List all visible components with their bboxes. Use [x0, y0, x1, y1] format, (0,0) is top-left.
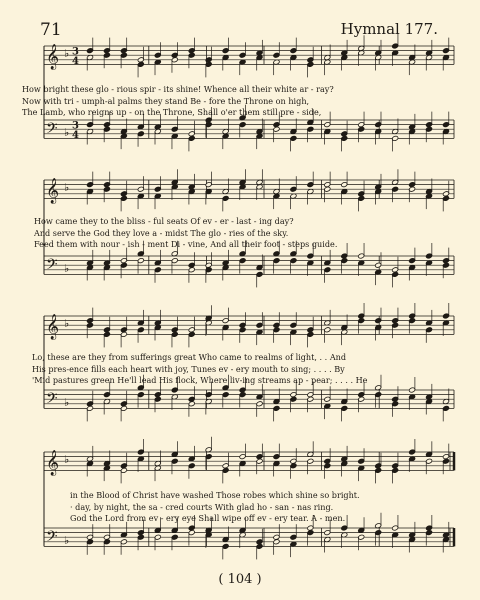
- flat-icon: ♭: [64, 47, 70, 61]
- treble-clef-icon: 𝄞: [46, 178, 60, 204]
- flat-icon: ♭: [64, 317, 70, 331]
- lyric-lines-2: [34, 216, 466, 251]
- bass-clef-icon: 𝄢: [46, 527, 58, 549]
- time-signature-digit: 4: [72, 129, 79, 141]
- time-signature-digit: 3: [72, 46, 79, 58]
- bass-clef-icon: 𝄢: [46, 255, 58, 277]
- treble-clef-icon: 𝄞: [46, 314, 60, 340]
- lyric-verse-3: 'Mid pastures green He'll lead His flock, Where liv-ing streams ap - pear; . . . . He: [32, 375, 368, 385]
- bass-clef-icon: 𝄢: [46, 119, 58, 141]
- flat-icon: ♭: [64, 533, 70, 547]
- lyric-verse-1: in the Blood of Christ have washed Those robes which shine so bright.: [70, 490, 360, 500]
- music-system-1: [22, 40, 456, 152]
- treble-clef-icon: 𝄞: [46, 450, 60, 476]
- lyric-verse-2: Now with tri - umph-al palms they stand Be - fore the Throne on high,: [22, 95, 310, 106]
- flat-icon: ♭: [64, 395, 70, 409]
- flat-icon: ♭: [64, 181, 70, 195]
- flat-icon: ♭: [64, 453, 70, 467]
- music-system-3: [28, 310, 456, 422]
- time-signature-digit: 4: [72, 55, 79, 67]
- lyric-verse-3: God the Lord from ev - ery eye Shall wipe off ev - ery tear. A - men.: [70, 513, 346, 523]
- treble-clef-icon: 𝄞: [46, 44, 60, 70]
- time-signature-digit: 3: [72, 120, 79, 132]
- bass-clef-icon: 𝄢: [46, 389, 58, 411]
- lyric-verse-2: And serve the God they love a - midst The glo - ries of the sky.: [34, 227, 289, 238]
- lyric-verse-3: The Lamb, who reigns up - on the Throne, Shall o'er them still pre - side,: [22, 107, 322, 117]
- lyric-verse-1: How bright these glo - rious spir - its shine! Whence all their white ar - ray?: [22, 84, 334, 94]
- lyric-verse-1: Lo, these are they from sufferings great Who came to realms of light, . . And: [32, 352, 347, 362]
- lyric-verse-1: How came they to the bliss - ful seats Of ev - er - last - ing day?: [34, 216, 294, 226]
- music-system-2: [28, 174, 456, 286]
- lyric-lines-1: [22, 84, 454, 119]
- hymn-title: Hymnal 177.: [340, 20, 438, 38]
- hymn-number: 71: [40, 20, 62, 40]
- lyric-verse-3: Feed them with nour - ish - ment Di - vine, And all their foot - steps guide.: [34, 239, 338, 249]
- music-system-4: [28, 446, 456, 558]
- lyric-lines-4: [70, 490, 480, 525]
- flat-icon: ♭: [64, 261, 70, 275]
- page-number: ( 104 ): [218, 572, 262, 587]
- lyric-lines-3: [32, 352, 464, 387]
- flat-icon: ♭: [64, 125, 70, 139]
- lyric-verse-2: · day, by night, the sa - cred courts With glad ho - san - nas ring.: [70, 501, 334, 512]
- lyric-verse-2: His pres-ence fills each heart with joy, Tunes ev - ery mouth to sing; . . . . By: [32, 363, 345, 374]
